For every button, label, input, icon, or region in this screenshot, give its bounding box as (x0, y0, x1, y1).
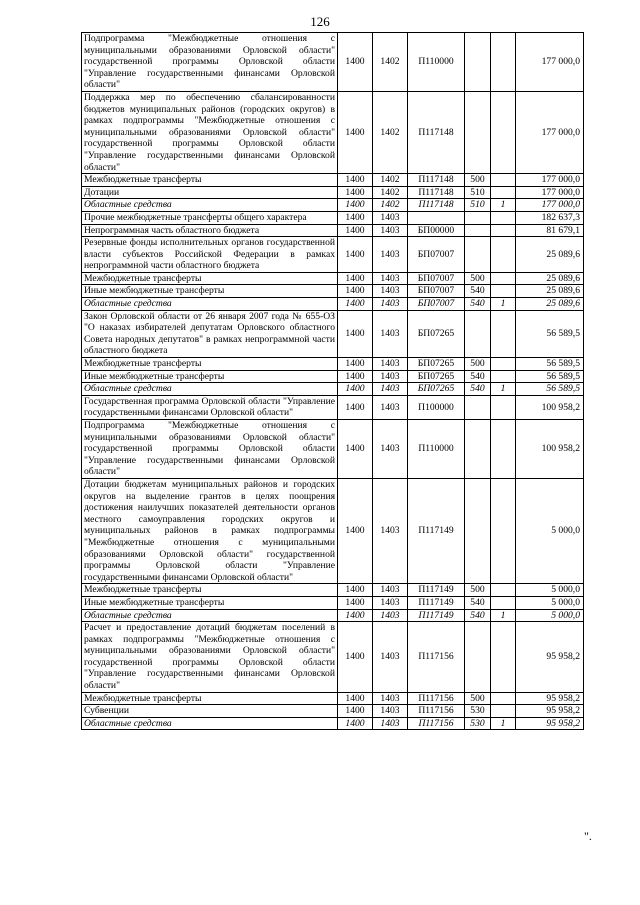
page-number: 126 (310, 14, 330, 29)
target-article-code: П117156 (408, 692, 465, 705)
subsection-code: 1402 (373, 186, 408, 199)
target-article-code (408, 211, 465, 224)
expense-type-code: 500 (465, 174, 491, 187)
table-row (82, 224, 584, 237)
subsection-code: 1403 (373, 272, 408, 285)
section-code: 1400 (338, 478, 373, 583)
table-row (82, 358, 584, 371)
amount: 5 000,0 (516, 584, 584, 597)
table-row (82, 272, 584, 285)
row-name: Областные средства (82, 199, 338, 212)
amount: 81 679,1 (516, 224, 584, 237)
table-row (82, 609, 584, 622)
row-name: Областные средства (82, 717, 338, 730)
target-article-code: П100000 (408, 395, 465, 419)
subsection-code: 1402 (373, 174, 408, 187)
table-row (82, 705, 584, 718)
row-name: Областные средства (82, 609, 338, 622)
expense-type-code (465, 622, 491, 693)
amount: 177 000,0 (516, 186, 584, 199)
amount: 100 958,2 (516, 395, 584, 419)
row-name: Областные средства (82, 383, 338, 396)
subsection-code: 1403 (373, 692, 408, 705)
section-code: 1400 (338, 211, 373, 224)
target-article-code: П117148 (408, 91, 465, 173)
table-row (82, 33, 584, 92)
funding-source-code (491, 596, 516, 609)
section-code: 1400 (338, 33, 373, 92)
table-row (82, 717, 584, 730)
subsection-code: 1403 (373, 224, 408, 237)
funding-source-code (491, 33, 516, 92)
row-name: Расчет и предоставление дотаций бюджетам поселений в рамках подпрограммы "Межбюджетные отношения с муниципальными образованиями Орловской области" государственной программы Орловской области "Управление государственными финансами Орловской области" (82, 622, 338, 693)
section-code: 1400 (338, 717, 373, 730)
table-row (82, 622, 584, 693)
funding-source-code: 1 (491, 298, 516, 311)
expense-type-code: 510 (465, 186, 491, 199)
target-article-code: П117156 (408, 705, 465, 718)
subsection-code: 1403 (373, 298, 408, 311)
row-name: Иные межбюджетные трансферты (82, 370, 338, 383)
target-article-code: П110000 (408, 33, 465, 92)
table-row (82, 91, 584, 173)
subsection-code: 1402 (373, 33, 408, 92)
section-code: 1400 (338, 224, 373, 237)
row-name: Дотации бюджетам муниципальных районов и городских округов на выделение грантов в целях поощрения достижения наилучших показателей деятельности органов местного самоуправления городских округов и муниципальных районов в рамках подпрограммы "Межбюджетные отношения с муниципальными образованиями Орловской области" государственной программы Орловской области "Управление государственными финансами Орловской области" (82, 478, 338, 583)
row-name: Областные средства (82, 298, 338, 311)
target-article-code: БП07007 (408, 272, 465, 285)
funding-source-code: 1 (491, 609, 516, 622)
section-code: 1400 (338, 596, 373, 609)
table-row (82, 298, 584, 311)
subsection-code: 1403 (373, 705, 408, 718)
section-code: 1400 (338, 705, 373, 718)
expense-type-code (465, 395, 491, 419)
funding-source-code (491, 692, 516, 705)
table-row (82, 174, 584, 187)
target-article-code: П117149 (408, 609, 465, 622)
section-code: 1400 (338, 358, 373, 371)
amount: 177 000,0 (516, 33, 584, 92)
expense-type-code: 540 (465, 285, 491, 298)
target-article-code: БП07007 (408, 237, 465, 273)
section-code: 1400 (338, 237, 373, 273)
funding-source-code (491, 395, 516, 419)
target-article-code: БП07265 (408, 358, 465, 371)
funding-source-code (491, 272, 516, 285)
row-name: Межбюджетные трансферты (82, 358, 338, 371)
amount: 56 589,5 (516, 370, 584, 383)
funding-source-code: 1 (491, 199, 516, 212)
amount: 177 000,0 (516, 199, 584, 212)
expense-type-code: 530 (465, 705, 491, 718)
closing-quote-mark: ". (584, 829, 592, 843)
row-name: Субвенции (82, 705, 338, 718)
amount: 25 089,6 (516, 237, 584, 273)
amount: 182 637,3 (516, 211, 584, 224)
amount: 25 089,6 (516, 298, 584, 311)
funding-source-code (491, 358, 516, 371)
amount: 56 589,5 (516, 310, 584, 357)
funding-source-code (491, 211, 516, 224)
expense-type-code: 540 (465, 298, 491, 311)
amount: 95 958,2 (516, 717, 584, 730)
subsection-code: 1402 (373, 91, 408, 173)
target-article-code: БП07265 (408, 370, 465, 383)
funding-source-code (491, 310, 516, 357)
subsection-code: 1402 (373, 199, 408, 212)
funding-source-code (491, 285, 516, 298)
funding-source-code (491, 705, 516, 718)
funding-source-code (491, 420, 516, 479)
table-row (82, 420, 584, 479)
target-article-code: П117148 (408, 186, 465, 199)
target-article-code: П117148 (408, 199, 465, 212)
funding-source-code (491, 237, 516, 273)
subsection-code: 1403 (373, 584, 408, 597)
target-article-code: П110000 (408, 420, 465, 479)
table-row (82, 370, 584, 383)
funding-source-code (491, 478, 516, 583)
expense-type-code: 540 (465, 609, 491, 622)
target-article-code: П117156 (408, 717, 465, 730)
expense-type-code: 500 (465, 584, 491, 597)
row-name: Непрограммная часть областного бюджета (82, 224, 338, 237)
expense-type-code (465, 91, 491, 173)
row-name: Подпрограмма "Межбюджетные отношения с муниципальными образованиями Орловской области" государственной программы Орловской области "Управление государственными финансами Орловской области" (82, 420, 338, 479)
section-code: 1400 (338, 174, 373, 187)
subsection-code: 1403 (373, 478, 408, 583)
funding-source-code (491, 224, 516, 237)
row-name: Дотации (82, 186, 338, 199)
expense-type-code: 540 (465, 596, 491, 609)
table-row (82, 692, 584, 705)
expense-type-code (465, 33, 491, 92)
section-code: 1400 (338, 186, 373, 199)
amount: 95 958,2 (516, 705, 584, 718)
funding-source-code (491, 584, 516, 597)
amount: 25 089,6 (516, 285, 584, 298)
section-code: 1400 (338, 272, 373, 285)
subsection-code: 1403 (373, 358, 408, 371)
section-code: 1400 (338, 420, 373, 479)
row-name: Государственная программа Орловской области "Управление государственными финансами Орловской области" (82, 395, 338, 419)
subsection-code: 1403 (373, 717, 408, 730)
section-code: 1400 (338, 395, 373, 419)
amount: 5 000,0 (516, 596, 584, 609)
table-row (82, 237, 584, 273)
amount: 56 589,5 (516, 383, 584, 396)
amount: 95 958,2 (516, 622, 584, 693)
section-code: 1400 (338, 91, 373, 173)
budget-table (81, 32, 584, 730)
subsection-code: 1403 (373, 370, 408, 383)
table-row (82, 383, 584, 396)
amount: 25 089,6 (516, 272, 584, 285)
subsection-code: 1403 (373, 237, 408, 273)
amount: 177 000,0 (516, 91, 584, 173)
table-row (82, 584, 584, 597)
row-name: Закон Орловской области от 26 января 2007 года № 655-ОЗ "О наказах избирателей депутатам Орловского областного Совета народных депутатов" в рамках непрограммной части областного бюджета (82, 310, 338, 357)
funding-source-code: 1 (491, 383, 516, 396)
table-row (82, 310, 584, 357)
table-row (82, 478, 584, 583)
expense-type-code: 540 (465, 383, 491, 396)
table-row (82, 199, 584, 212)
amount: 95 958,2 (516, 692, 584, 705)
row-name: Иные межбюджетные трансферты (82, 596, 338, 609)
expense-type-code: 500 (465, 272, 491, 285)
target-article-code: П117149 (408, 584, 465, 597)
amount: 56 589,5 (516, 358, 584, 371)
expense-type-code: 510 (465, 199, 491, 212)
subsection-code: 1403 (373, 420, 408, 479)
amount: 5 000,0 (516, 478, 584, 583)
funding-source-code (491, 622, 516, 693)
row-name: Иные межбюджетные трансферты (82, 285, 338, 298)
amount: 100 958,2 (516, 420, 584, 479)
expense-type-code (465, 211, 491, 224)
row-name: Межбюджетные трансферты (82, 174, 338, 187)
target-article-code: БП07007 (408, 285, 465, 298)
subsection-code: 1403 (373, 622, 408, 693)
section-code: 1400 (338, 199, 373, 212)
section-code: 1400 (338, 310, 373, 357)
target-article-code: БП07265 (408, 383, 465, 396)
subsection-code: 1403 (373, 211, 408, 224)
table-row (82, 211, 584, 224)
subsection-code: 1403 (373, 285, 408, 298)
expense-type-code (465, 237, 491, 273)
table-row (82, 186, 584, 199)
funding-source-code: 1 (491, 717, 516, 730)
subsection-code: 1403 (373, 310, 408, 357)
row-name: Подпрограмма "Межбюджетные отношения с муниципальными образованиями Орловской области" государственной программы Орловской области "Управление государственными финансами Орловской области" (82, 33, 338, 92)
section-code: 1400 (338, 285, 373, 298)
row-name: Межбюджетные трансферты (82, 272, 338, 285)
funding-source-code (491, 370, 516, 383)
section-code: 1400 (338, 609, 373, 622)
row-name: Поддержка мер по обеспечению сбалансированности бюджетов муниципальных районов (городских округов) в рамках подпрограммы "Межбюджетные отношения с муниципальными образованиями Орловской области" государственной программы Орловской области "Управление государственными финансами Орловской области" (82, 91, 338, 173)
row-name: Прочие межбюджетные трансферты общего характера (82, 211, 338, 224)
amount: 177 000,0 (516, 174, 584, 187)
expense-type-code: 540 (465, 370, 491, 383)
target-article-code: БП07007 (408, 298, 465, 311)
subsection-code: 1403 (373, 609, 408, 622)
expense-type-code: 500 (465, 358, 491, 371)
target-article-code: П117149 (408, 478, 465, 583)
target-article-code: П117156 (408, 622, 465, 693)
target-article-code: П117149 (408, 596, 465, 609)
expense-type-code (465, 310, 491, 357)
target-article-code: П117148 (408, 174, 465, 187)
expense-type-code (465, 224, 491, 237)
subsection-code: 1403 (373, 383, 408, 396)
target-article-code: БП07265 (408, 310, 465, 357)
table-row (82, 596, 584, 609)
budget-table-body (82, 33, 584, 730)
table-row (82, 395, 584, 419)
funding-source-code (491, 186, 516, 199)
target-article-code: БП00000 (408, 224, 465, 237)
section-code: 1400 (338, 584, 373, 597)
amount: 5 000,0 (516, 609, 584, 622)
row-name: Межбюджетные трансферты (82, 692, 338, 705)
table-row (82, 285, 584, 298)
subsection-code: 1403 (373, 596, 408, 609)
row-name: Резервные фонды исполнительных органов государственной власти субъектов Российской Федерации в рамках непрограммной части областного бюджета (82, 237, 338, 273)
section-code: 1400 (338, 383, 373, 396)
subsection-code: 1403 (373, 395, 408, 419)
funding-source-code (491, 174, 516, 187)
expense-type-code: 500 (465, 692, 491, 705)
expense-type-code: 530 (465, 717, 491, 730)
section-code: 1400 (338, 622, 373, 693)
section-code: 1400 (338, 298, 373, 311)
section-code: 1400 (338, 692, 373, 705)
expense-type-code (465, 478, 491, 583)
section-code: 1400 (338, 370, 373, 383)
expense-type-code (465, 420, 491, 479)
funding-source-code (491, 91, 516, 173)
row-name: Межбюджетные трансферты (82, 584, 338, 597)
